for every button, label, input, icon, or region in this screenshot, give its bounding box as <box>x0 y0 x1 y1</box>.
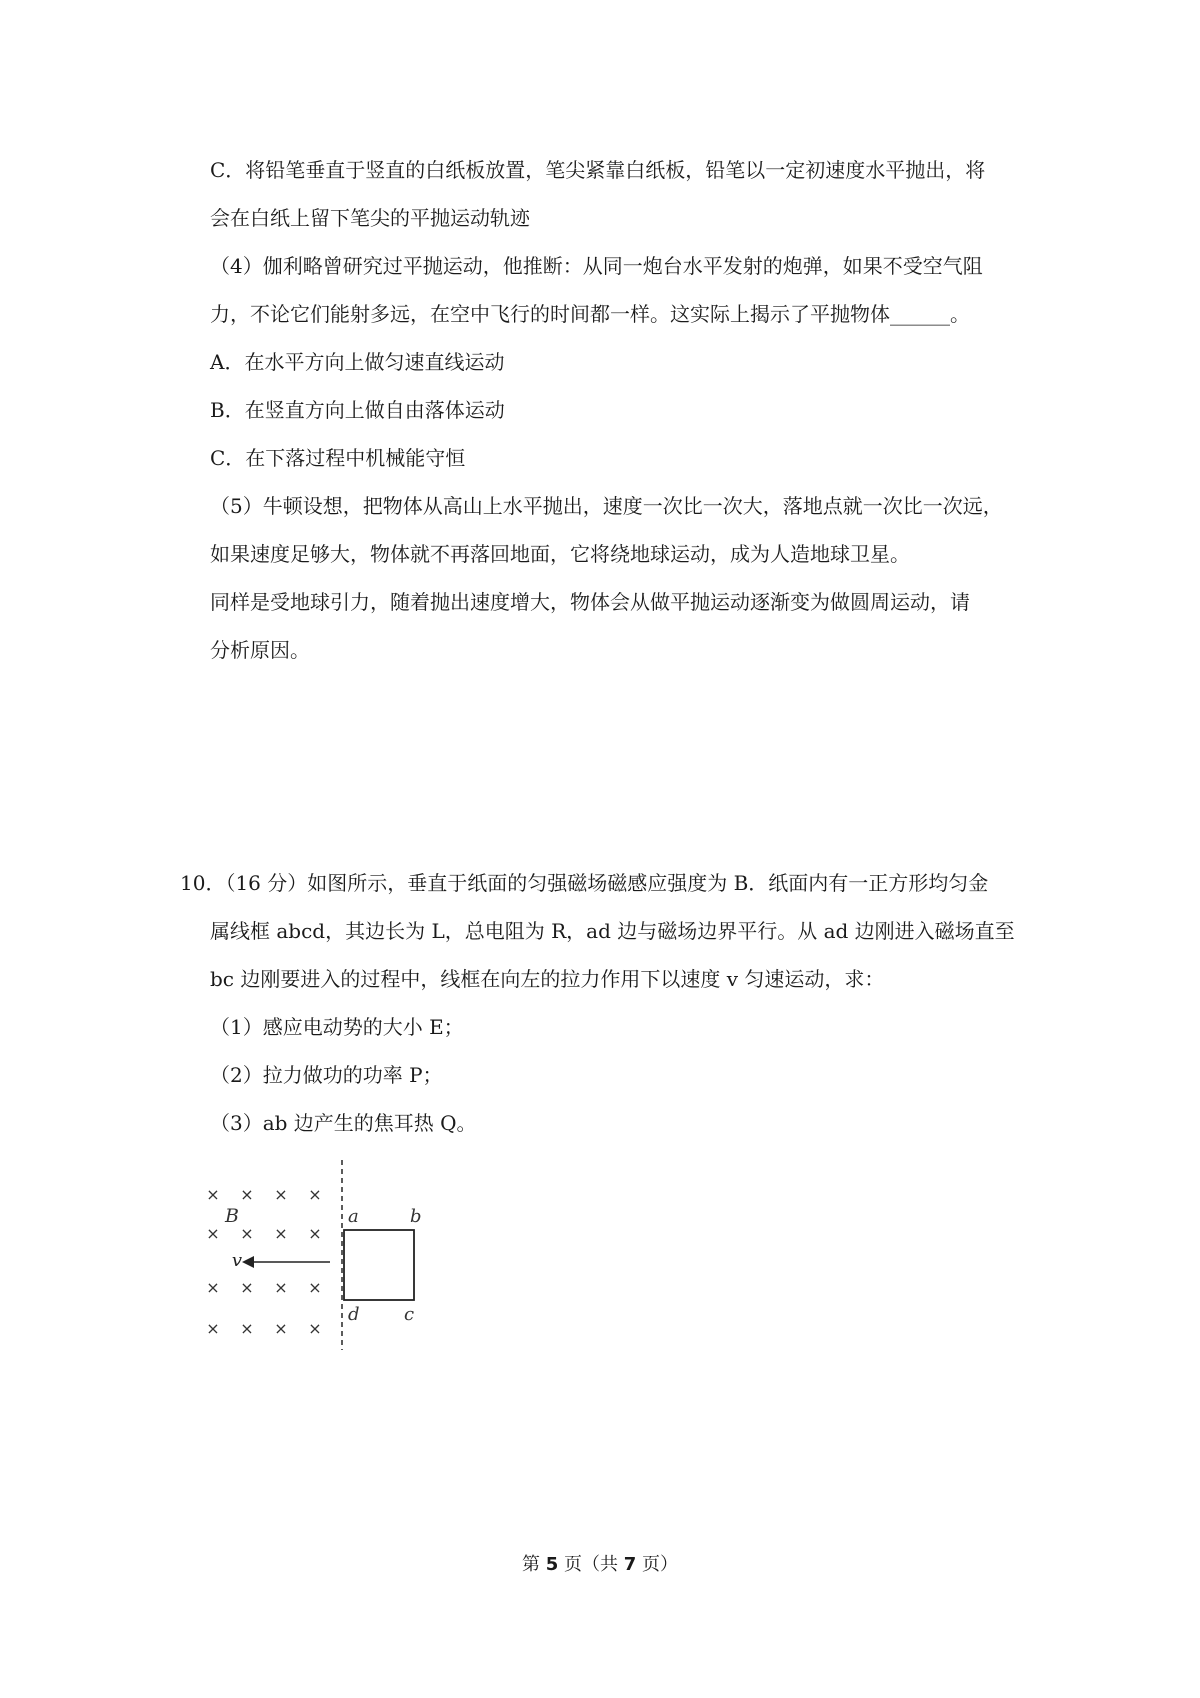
magnetic-field-diagram <box>200 1150 430 1350</box>
field-cross: × <box>206 1278 220 1297</box>
subq5-line2: 如果速度足够大，物体就不再落回地面，它将绕地球运动，成为人造地球卫星。 <box>210 542 910 566</box>
option-c-line1: C．将铅笔垂直于竖直的白纸板放置，笔尖紧靠白纸板，铅笔以一定初速度水平抛出，将 <box>210 158 986 182</box>
velocity-arrow <box>242 1256 330 1268</box>
corner-b-label: b <box>410 1206 422 1227</box>
subq4-line2 <box>210 300 970 328</box>
question-10-line1: 10．（16 分）如图所示，垂直于纸面的匀强磁场磁感应强度为 B．纸面内有一正方形均匀金 <box>180 871 989 895</box>
footer-middle: 页（共 <box>558 1554 624 1575</box>
field-cross: × <box>240 1185 254 1204</box>
subq4-text: 力，不论它们能射多远，在空中飞行的时间都一样。这实际上揭示了平抛物体 <box>210 302 890 326</box>
option-c-line2: 会在白纸上留下笔尖的平抛运动轨迹 <box>210 206 530 230</box>
field-cross: × <box>308 1319 322 1338</box>
field-cross: × <box>274 1319 288 1338</box>
field-cross: × <box>240 1319 254 1338</box>
answer-blank: ______ <box>890 302 950 326</box>
footer-prefix: 第 <box>522 1554 546 1575</box>
current-page-number: 5 <box>545 1554 559 1575</box>
field-cross: × <box>274 1224 288 1243</box>
velocity-label: v <box>231 1250 242 1271</box>
option-a: A．在水平方向上做匀速直线运动 <box>210 350 505 374</box>
question-10-line2: 属线框 abcd，其边长为 L，总电阻为 R，ad 边与磁场边界平行。从 ad 边刚进入磁场直至 <box>210 919 1015 943</box>
option-b: B．在竖直方向上做自由落体运动 <box>210 398 505 422</box>
question-10-part3: （3）ab 边产生的焦耳热 Q。 <box>210 1111 477 1135</box>
subq5-line1: （5）牛顿设想，把物体从高山上水平抛出，速度一次比一次大，落地点就一次比一次远， <box>210 494 1003 518</box>
question-10-line3: bc 边刚要进入的过程中，线框在向左的拉力作用下以速度 v 匀速运动，求： <box>210 967 885 991</box>
page-footer <box>0 1553 1200 1577</box>
option-c: C．在下落过程中机械能守恒 <box>210 446 466 470</box>
subq5-line3: 同样是受地球引力，随着抛出速度增大，物体会从做平抛运动逐渐变为做圆周运动，请 <box>210 590 970 614</box>
field-cross: × <box>274 1185 288 1204</box>
field-cross: × <box>308 1224 322 1243</box>
field-cross: × <box>240 1224 254 1243</box>
field-cross: × <box>206 1319 220 1338</box>
corner-c-label: c <box>404 1304 415 1325</box>
question-10-part2: （2）拉力做功的功率 P； <box>210 1063 443 1087</box>
field-cross: × <box>206 1185 220 1204</box>
field-cross: × <box>308 1185 322 1204</box>
field-cross: × <box>240 1278 254 1297</box>
footer-suffix: 页） <box>636 1554 678 1575</box>
square-loop <box>344 1230 414 1300</box>
corner-d-label: d <box>348 1304 360 1325</box>
field-cross: × <box>308 1278 322 1297</box>
subq4-line1: （4）伽利略曾研究过平抛运动，他推断：从同一炮台水平发射的炮弹，如果不受空气阻 <box>210 254 983 278</box>
subq4-end: 。 <box>950 302 970 326</box>
subq5-line4: 分析原因。 <box>210 638 310 662</box>
question-10-part1: （1）感应电动势的大小 E； <box>210 1015 464 1039</box>
field-cross: × <box>274 1278 288 1297</box>
total-pages-number: 7 <box>623 1554 637 1575</box>
field-label-b: B <box>225 1205 239 1227</box>
field-cross: × <box>206 1224 220 1243</box>
corner-a-label: a <box>348 1206 359 1227</box>
